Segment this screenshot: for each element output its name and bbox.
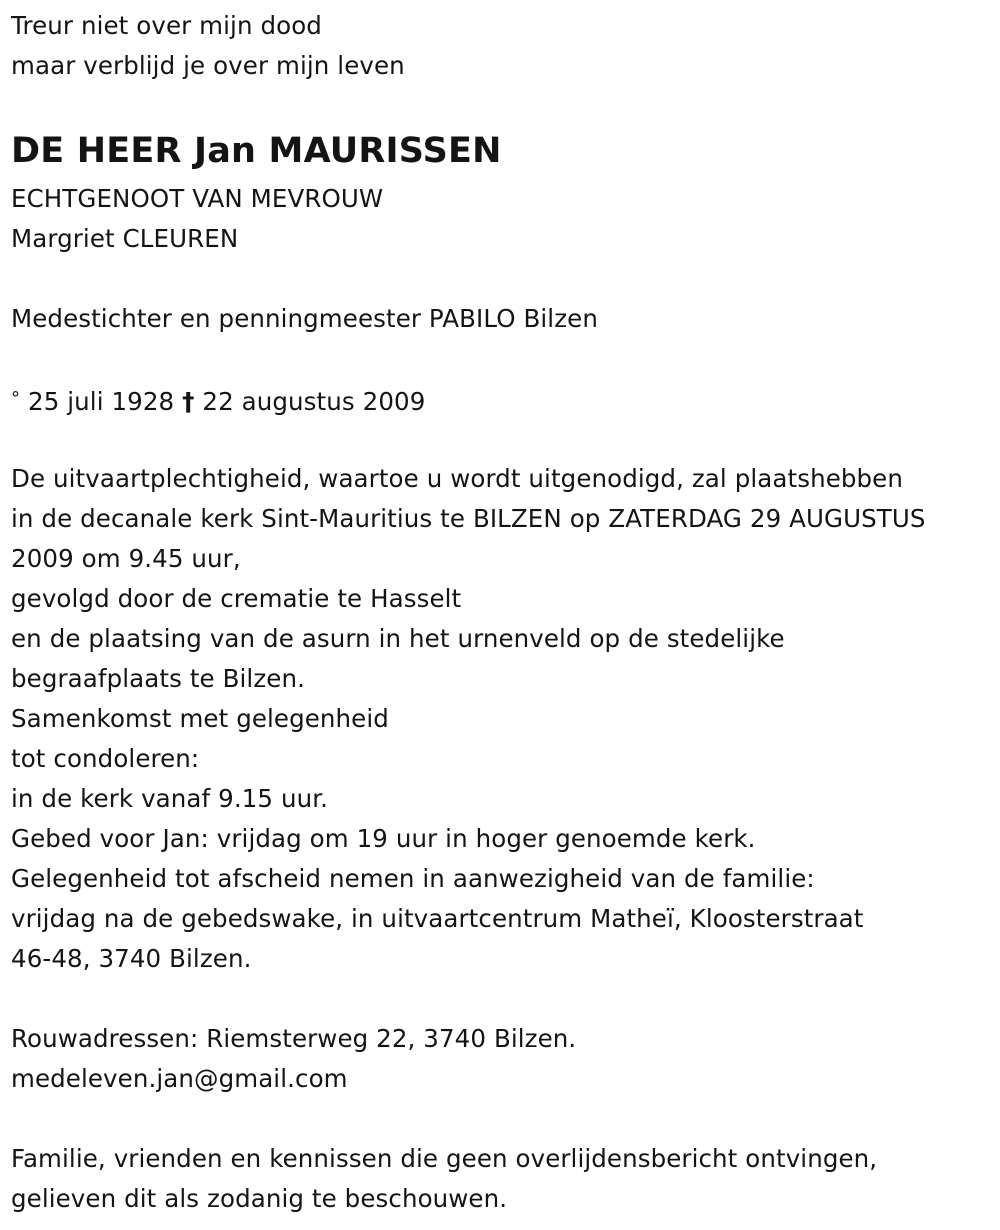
- closing-line: gelieven dit als zodanig te beschouwen.: [11, 1184, 508, 1213]
- addresses: [11, 1019, 991, 1099]
- ceremony-line: in de decanale kerk Sint-Mauritius te BILZEN op ZATERDAG 29 AUGUSTUS: [11, 504, 926, 533]
- ceremony-line: vrijdag na de gebedswake, in uitvaartcentrum Matheï, Kloosterstraat: [11, 904, 864, 933]
- spacer: [11, 419, 991, 459]
- spouse-title: ECHTGENOOT VAN MEVROUW: [11, 184, 384, 213]
- life-dates: [11, 379, 991, 419]
- obituary-notice: [11, 0, 991, 1219]
- ceremony-line: 2009 om 9.45 uur,: [11, 544, 241, 573]
- ceremony-line: in de kerk vanaf 9.15 uur.: [11, 784, 329, 813]
- spacer: [11, 979, 991, 1019]
- ceremony-line: gevolgd door de crematie te Hasselt: [11, 584, 462, 613]
- mourning-address: Rouwadressen: Riemsterweg 22, 3740 Bilzen.: [11, 1024, 577, 1053]
- verse-line: Treur niet over mijn dood: [11, 11, 322, 40]
- ceremony-line: begraafplaats te Bilzen.: [11, 664, 305, 693]
- spacer: [11, 339, 991, 379]
- role-line: Medestichter en penningmeester PABILO Bilzen: [11, 304, 598, 333]
- spacer: [11, 1099, 991, 1139]
- closing-line: Familie, vrienden en kennissen die geen overlijdensbericht ontvingen,: [11, 1144, 878, 1173]
- cross-icon: †: [182, 387, 195, 416]
- contact-email: medeleven.jan@gmail.com: [11, 1064, 348, 1093]
- ceremony-details: [11, 459, 991, 979]
- ceremony-line: en de plaatsing van de asurn in het urnenveld op de stedelijke: [11, 624, 785, 653]
- spouse-name: Margriet CLEUREN: [11, 224, 239, 253]
- closing-note: [11, 1139, 991, 1219]
- spacer: [11, 259, 991, 299]
- birth-date: 25 juli 1928: [28, 387, 175, 416]
- deceased-name: DE HEER Jan MAURISSEN: [11, 131, 502, 171]
- ceremony-line: Gebed voor Jan: vrijdag om 19 uur in hoger genoemde kerk.: [11, 824, 756, 853]
- birth-symbol: °: [11, 388, 21, 409]
- ceremony-line: Samenkomst met gelegenheid: [11, 704, 389, 733]
- ceremony-line: 46-48, 3740 Bilzen.: [11, 944, 252, 973]
- ceremony-line: De uitvaartplechtigheid, waartoe u wordt uitgenodigd, zal plaatshebben: [11, 464, 903, 493]
- verse: [11, 6, 991, 86]
- death-date: 22 augustus 2009: [202, 387, 426, 416]
- ceremony-line: Gelegenheid tot afscheid nemen in aanwezigheid van de familie:: [11, 864, 815, 893]
- verse-line: maar verblijd je over mijn leven: [11, 51, 405, 80]
- ceremony-line: tot condoleren:: [11, 744, 200, 773]
